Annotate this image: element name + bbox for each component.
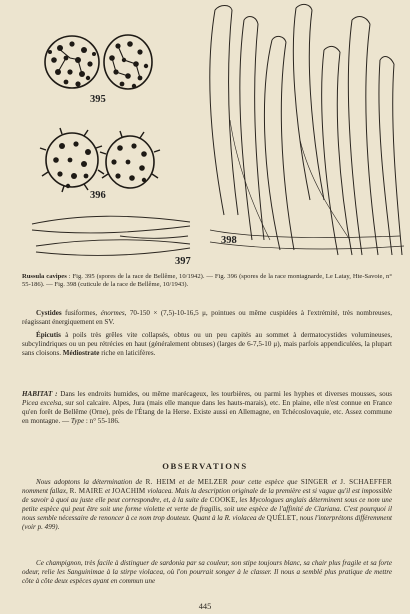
obs-p1-d: et xyxy=(328,478,341,486)
observations-paragraph-2: Ce champignon, très facile à distinguer de sardonia par sa couleur, son stipe toujours blanc, sa chair plus fragile et sa forte odeur, relie les Sanguinimae à la stirpe violacea, où l'on pourrait songer à le classer. Il nous a semblé plus pratique de mettre côte à côte deux espèces ayant en commun une xyxy=(22,559,392,585)
cystides-paragraph xyxy=(22,309,392,327)
epicutis-text-a: à poils très grêles vite collapsés, obtus ou un peu capités au sommet à dermatocystides volumineuses, subcylindriques ou un peu rétrécies en haut (généralement obtuses) (larges de 6-7,5-10 μ), mais parfois appendiculées, la plupart sans cloisons. xyxy=(22,331,392,357)
habitat-text-c: : n° 55-186. xyxy=(84,416,120,425)
figure-caption xyxy=(22,273,392,290)
obs-p1-f: et xyxy=(103,486,112,495)
figure-label-397: 397 xyxy=(175,256,191,267)
author-joachim: JOACHIM xyxy=(111,486,146,495)
obs-p1-e: nomment fallax, xyxy=(22,486,70,495)
habitat-term: HABITAT : xyxy=(22,390,58,398)
spore-drawing-395-right xyxy=(104,35,152,89)
author-heim: R. HEIM xyxy=(145,478,176,486)
obs-p1-c: pour cette espèce que xyxy=(227,478,301,486)
author-melzer: MELZER xyxy=(197,478,228,486)
figure-label-396: 396 xyxy=(90,190,106,201)
habitat-type-label: Type xyxy=(70,416,85,425)
obs-p1-b: et de xyxy=(175,478,198,486)
obs-p1-h: , les Mycologues anglais déterminent sous ce nom une petite espèce qui peut être soit une forme violette et verte de fragilis, soit une espèce de l'affinité de Clariana. C'est pourquoi il nous semble nécessaire de renoncer à ce nom trop douteux. Quant à la R. violacea de xyxy=(22,495,392,522)
caption-species-name: Russula cavipes xyxy=(22,273,67,280)
cystides-text-b: , 70-150 × (7,5)-10-16,5 μ, pointues ou même cuspidées à l'extrémité, très nombreuses, réagissant énergiquement en SV. xyxy=(22,309,392,326)
observations-heading: OBSERVATIONS xyxy=(162,461,248,471)
epicutis-text-b: riche en laticifères. xyxy=(99,348,156,357)
habitat-text-a: Dans les endroits humides, ou même marécageux, les tourbières, ou parmi les hyphes et diverses mousses, sous xyxy=(57,390,392,398)
cuticle-drawing-398 xyxy=(210,4,404,255)
epicutis-term: Épicutis xyxy=(36,331,61,339)
observations-paragraph-1 xyxy=(22,478,392,531)
figure-illustrations xyxy=(0,0,410,272)
caption-text: : Fig. 395 (spores de la race de Bellême, 10/1942). — Fig. 396 (spores de la race montagnarde, Le Latay, Hte-Savoie, n° 55-186). — Fig. 398 (cuticule de la race de Bellême, 10/1943). xyxy=(22,273,392,289)
mediostrate-term: Médiostrate xyxy=(62,348,100,357)
epicutis-paragraph xyxy=(22,331,392,358)
obs-p1-a: Nous adoptons la détermination de xyxy=(36,478,146,486)
spore-drawing-395-left xyxy=(45,36,99,88)
author-schaeffer: J. SCHAEFFER xyxy=(340,478,392,486)
spore-drawing-396-left xyxy=(40,128,104,192)
author-maire: R. MAIRE xyxy=(69,486,104,495)
page-number: 445 xyxy=(198,602,212,611)
obs-p1-i: , nous l'interprétons différemment (voir p. 499). xyxy=(22,513,393,531)
habitat-paragraph xyxy=(22,390,392,426)
spore-drawing-396-right xyxy=(100,131,160,188)
author-quelet: QUÉLET xyxy=(266,513,297,522)
cystides-term: Cystides xyxy=(36,309,62,317)
figure-label-398: 398 xyxy=(221,235,237,246)
cystides-text-a: fusiformes, xyxy=(61,309,101,317)
obs-p1-g: violacea. Mais la description originale de la première est si vague qu'il est impossible de savoir à quoi au juste elle peut correspondre, et, à la suite de xyxy=(22,486,392,504)
habitat-text-b: , sur sol calcaire. Alpes, Jura (mais elle manque dans les hauts-marais), etc. En plaine, elle n'est connue en France qu'en forêt de Bellême (Orne), près de l'Étang de la Herse. Existe aussi en Allemagne, en Tchécoslovaquie, etc. Assez commune en montagne. — xyxy=(22,398,393,425)
author-cooke: COOKE xyxy=(209,495,236,504)
figure-plate xyxy=(0,0,410,272)
cystides-enormes: énormes xyxy=(100,309,125,317)
author-singer: SINGER xyxy=(300,478,329,486)
figure-label-395: 395 xyxy=(90,94,106,105)
habitat-tree-name: Picea excelsa xyxy=(22,398,62,407)
hyphae-drawing-397 xyxy=(32,216,190,255)
